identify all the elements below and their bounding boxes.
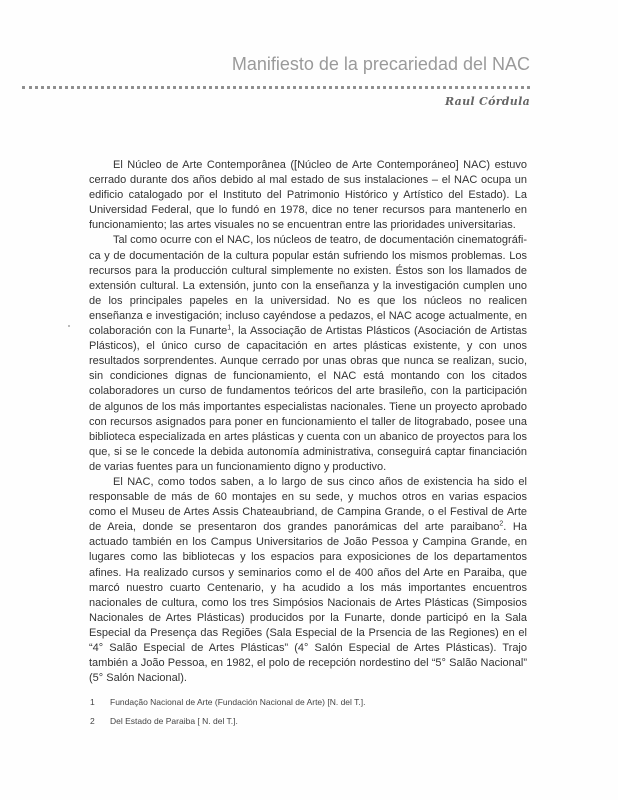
- paragraph-3-text-a: El NAC, como todos saben, a lo largo de sus cinco años de existencia ha sido el responsable de más de 60 montajes en su sede, y muchos otros en varias espacios como el Museu de Artes Assis Chateaubriand, de Campina Grande, o el Festival de Arte de Areia, donde se presentaron dos grandes panorámicas del arte paraibano: [89, 475, 527, 534]
- dotted-rule: [22, 86, 530, 89]
- footnote-ref-1: 1: [227, 324, 232, 332]
- footnote: [90, 716, 530, 726]
- paragraph-3-text-b: . Ha actuado también en los Campus Universitarios de João Pessoa y Campina Grande, en lugares como las bibliotecas y los espacios para exposiciones de los departamentos afines. Ha realizado cursos y seminarios como el de 400 años del Arte en Paraiba, que marcó nuestro cuarto Centenario, y ha acudido a los más importantes encuentros nacionales de cultura, como los tres Simpósios Nacionais de Artes Plásticas (Simposios Nacionales de Artes Plásticas) producidos por la Funarte, donde participó en la Sala Especial da Presença das Regiões (Sala Especial de la Prsencia de las Regiones) en el “4° Salão Especial de Artes Plásticas” (4° Salón Especial de Artes Plásticas). Trajo también a João Pessoa, en 1982, el polo de recepción nordestino del “5° Salão Nacional” (5° Salón Nacional).: [89, 521, 527, 685]
- footnote-text: Del Estado de Paraiba [ N. del T.].: [110, 716, 238, 726]
- running-title: Manifiesto de la precariedad del NAC: [231, 54, 530, 74]
- paragraph-1: El Núcleo de Arte Contemporânea ([Núcleo de Arte Contemporáneo] NAC) estuvo cerrado durante dos años debido al mal estado de sus instalaciones – el NAC ocupa un edificio catalogado por el Instituto del Patrimonio Histórico y Artístico del Estado). La Universidad Federal, que lo fundó en 1978, dice no tener recursos para mantenerlo en funcionamiento; las artes visuales no se encuentran entre las prioridades universitarias.: [89, 159, 527, 232]
- footnote-number: 1: [90, 697, 95, 707]
- footnote-text: Fundação Nacional de Arte (Fundación Nacional de Arte) [N. del T.].: [110, 697, 366, 707]
- paragraph-2-text-b: , la Associação de Artistas Plásticos (Asociación de Artistas Plásticos), el único curso de capacitación en artes plásticas existente, y con unos resultados sorprendentes. Aunque cerrado por unas obras que nunca se realizan, sucio, sin condiciones dignas de funcionamiento, el NAC está montando con los citados colaboradores un curso de fundamentos teóricos del arte brasileño, con la participación de algunos de los más importantes especialistas nacionales. Tiene un proyecto aprobado con recursos asignados para poner en funcionamiento el taller de litograbado, posee una biblioteca especializada en artes plásticas y cuenta con un abanico de proyectos para los que, si se le concede la debida autonomía administrativa, conseguirá captar financiación de varias fuentes para un funcionamiento digno y productivo.: [89, 325, 527, 473]
- footnote: [90, 697, 530, 707]
- footnote-ref-2: 2: [499, 520, 504, 528]
- footnotes: [90, 697, 530, 735]
- paragraph-2-text-a: Tal como ocurre con el NAC, los núcleos de teatro, de documentación cinematográfica y de documentación de la cultura popular están sufriendo los mismos problemas. Los recursos para la producción cultural simplemente no existen. Éstos son los llamados de extensión cultural. La extensión, junto con la enseñanza y la investigación cumplen uno de los principales papeles en la universidad. No es que los núcleos no realicen enseñanza e investigación; incluso cayéndose a pedazos, el NAC acoge actualmente, en colaboración con la Funarte: [89, 234, 527, 338]
- footnote-number: 2: [90, 716, 95, 726]
- paragraph-2: [89, 233, 527, 475]
- article-body: [89, 158, 527, 686]
- paragraph-3: [89, 475, 527, 686]
- author-name: Raul Córdula: [444, 95, 530, 108]
- margin-mark: [68, 325, 70, 327]
